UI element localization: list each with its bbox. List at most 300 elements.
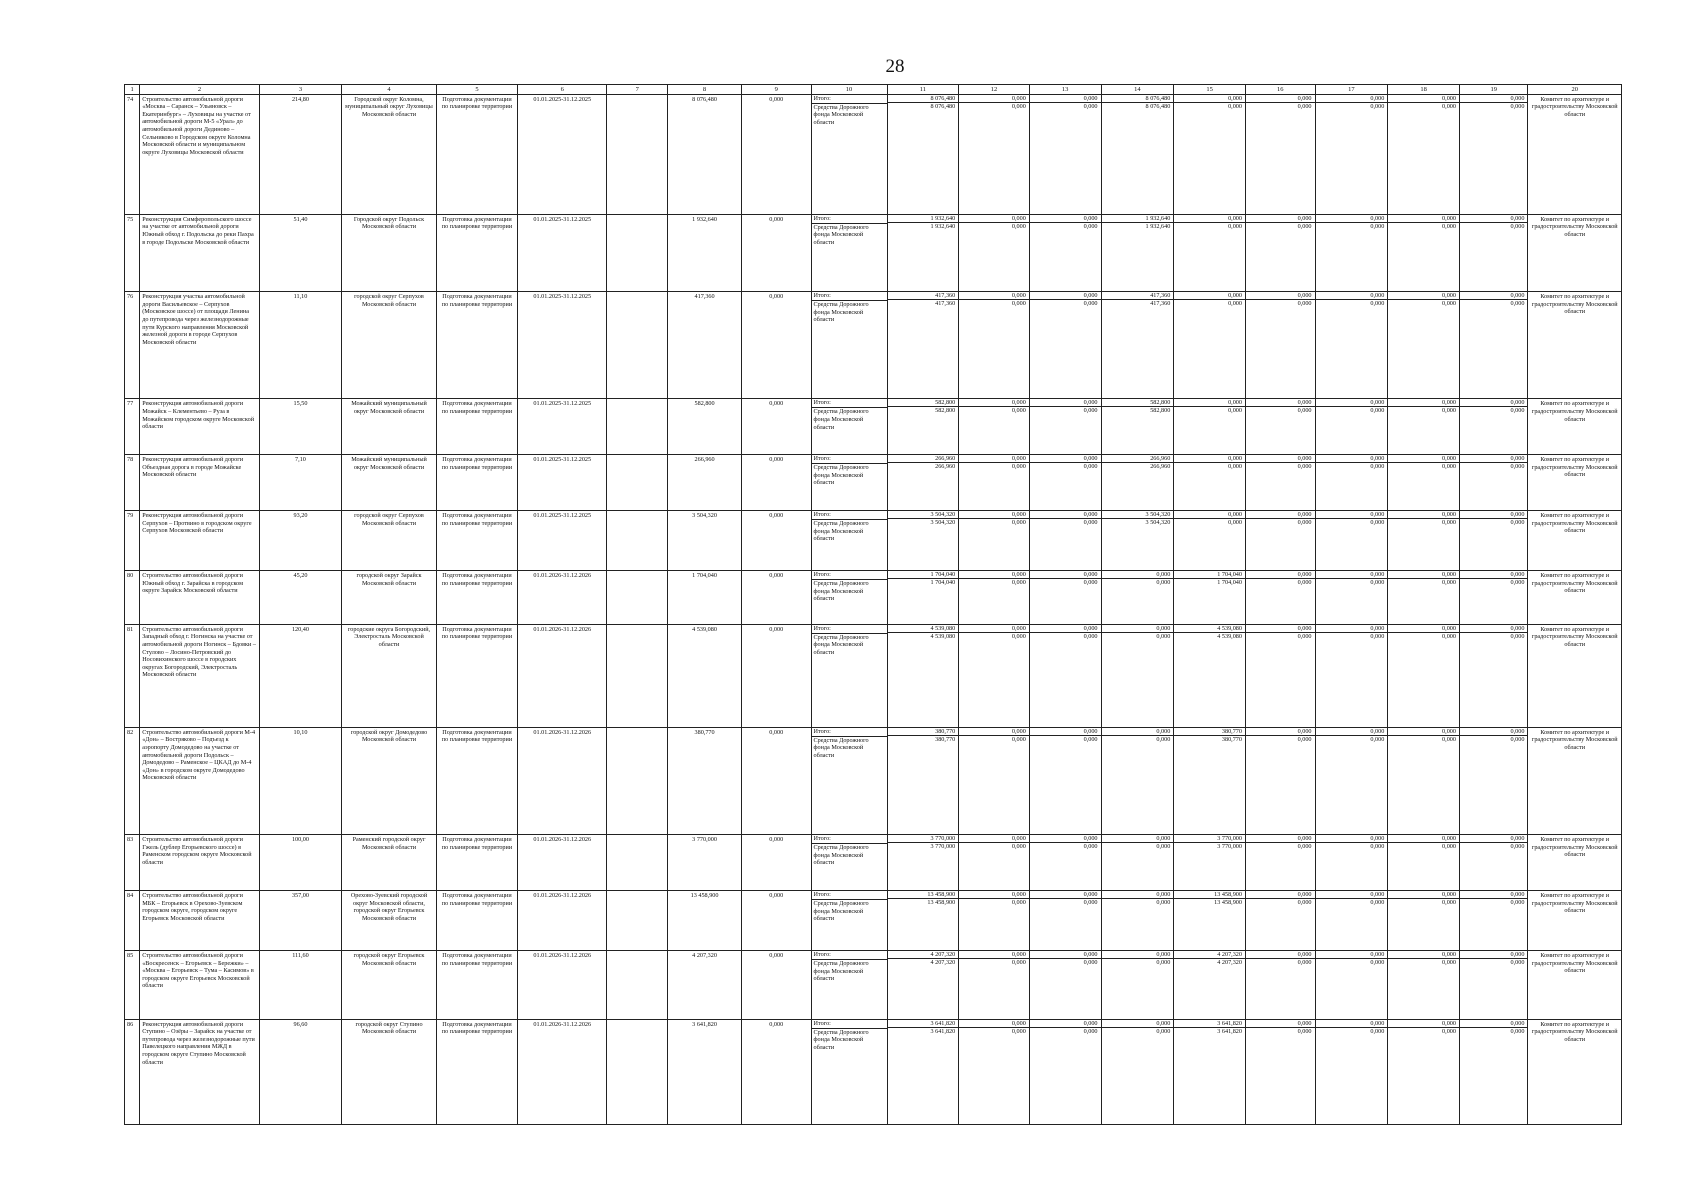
- period: 01.01.2025-31.12.2025: [518, 292, 607, 399]
- value-road-fund: 0,000: [1297, 519, 1312, 527]
- year-value-col-15: [1174, 511, 1246, 571]
- value-total: 0,000: [1388, 1020, 1459, 1028]
- year-value-col-13: [1029, 835, 1101, 891]
- funding-source: [811, 292, 887, 399]
- value-road-fund: 3 504,320: [930, 519, 956, 527]
- value-total: 0,000: [959, 571, 1029, 579]
- value-total: 417,360: [1102, 292, 1174, 300]
- year-value-col-13: [1029, 951, 1101, 1020]
- year-value-col-19: [1459, 94, 1527, 214]
- total-label: Итого:: [812, 891, 887, 900]
- year-value-col-16: [1245, 624, 1315, 727]
- value-road-fund: 0,000: [1510, 735, 1525, 743]
- location: Можайский муниципальный округ Московской области: [342, 399, 437, 455]
- year-value-col-15: [1174, 1019, 1246, 1124]
- year-value-col-19: [1459, 214, 1527, 291]
- value-road-fund: 0,000: [1156, 735, 1171, 743]
- year-value-col-11: [887, 951, 959, 1020]
- row-number: 82: [125, 727, 140, 834]
- works-type: Подготовка документации по планировке территории: [436, 571, 517, 625]
- year-value-col-14: [1101, 214, 1174, 291]
- executor: Комитет по архитектуре и градостроительству Московской области: [1528, 571, 1622, 625]
- value-road-fund: 0,000: [1297, 1027, 1312, 1035]
- source-label: Средства Дорожного фонда Московской области: [813, 408, 869, 431]
- source-label: Средства Дорожного фонда Московской области: [813, 520, 869, 543]
- value-road-fund: 417,360: [935, 300, 956, 308]
- value-road-fund: 0,000: [1510, 102, 1525, 110]
- period: 01.01.2026-31.12.2026: [518, 951, 607, 1020]
- column-7: [607, 214, 668, 291]
- year-value-col-19: [1459, 511, 1527, 571]
- year-value-col-19: [1459, 835, 1527, 891]
- total-label: Итого:: [812, 571, 887, 580]
- year-value-col-15: [1174, 890, 1246, 950]
- value-total: 0,000: [1246, 95, 1315, 103]
- column-7: [607, 835, 668, 891]
- year-value-col-15: [1174, 214, 1246, 291]
- value-total: 0,000: [1174, 455, 1245, 463]
- value-road-fund: 3 641,820: [1217, 1027, 1242, 1035]
- year-value-col-14: [1101, 890, 1174, 950]
- value-total: 0,000: [1316, 835, 1388, 843]
- row-number: 81: [125, 624, 140, 727]
- value-total: 0,000: [1246, 835, 1315, 843]
- column-number-7: 7: [607, 85, 668, 95]
- row-number: 77: [125, 399, 140, 455]
- row-number: 83: [125, 835, 140, 891]
- row-number: 78: [125, 455, 140, 511]
- length-value: 45,20: [259, 571, 342, 625]
- works-type: Подготовка документации по планировке территории: [436, 511, 517, 571]
- year-value-col-12: [959, 571, 1030, 625]
- funding-source: [811, 835, 887, 891]
- value-total: 0,000: [1174, 511, 1245, 519]
- year-value-col-14: [1101, 727, 1174, 834]
- value-total: 0,000: [1388, 399, 1459, 407]
- year-value-col-16: [1245, 1019, 1315, 1124]
- executor: Комитет по архитектуре и градостроительству Московской области: [1528, 1019, 1622, 1124]
- table-row: [125, 511, 1622, 571]
- year-value-col-18: [1388, 571, 1460, 625]
- location: городские округа Богородский, Электросталь Московской области: [342, 624, 437, 727]
- value-total: 3 641,820: [888, 1020, 959, 1028]
- value-road-fund: 0,000: [1370, 102, 1385, 110]
- total-label: Итого:: [812, 292, 887, 301]
- year-value-col-17: [1315, 571, 1388, 625]
- source-label: Средства Дорожного фонда Московской области: [813, 633, 869, 656]
- year-value-col-17: [1315, 511, 1388, 571]
- column-number-14: 14: [1101, 85, 1174, 95]
- column-7: [607, 571, 668, 625]
- source-label: Средства Дорожного фонда Московской области: [813, 844, 869, 867]
- value-total: 0,000: [1460, 511, 1527, 519]
- value-total: 0,000: [1174, 215, 1245, 223]
- year-value-col-13: [1029, 511, 1101, 571]
- value-total: 0,000: [1388, 728, 1459, 736]
- year-value-col-13: [1029, 94, 1101, 214]
- year-value-col-12: [959, 455, 1030, 511]
- source-label: Средства Дорожного фонда Московской области: [813, 223, 869, 247]
- value-total: 0,000: [1246, 728, 1315, 736]
- column-number-row: [125, 85, 1622, 95]
- value-road-fund: 0,000: [1083, 579, 1098, 587]
- year-value-col-11: [887, 214, 959, 291]
- year-value-col-13: [1029, 571, 1101, 625]
- year-value-col-14: [1101, 571, 1174, 625]
- year-value-col-13: [1029, 214, 1101, 291]
- year-value-col-13: [1029, 292, 1101, 399]
- value-total: 0,000: [1030, 292, 1101, 300]
- length-value: 10,10: [259, 727, 342, 834]
- column-9: 0,000: [741, 1019, 811, 1124]
- value-total: 0,000: [1102, 571, 1174, 579]
- year-value-col-17: [1315, 727, 1388, 834]
- column-number-18: 18: [1388, 85, 1460, 95]
- year-value-col-14: [1101, 511, 1174, 571]
- length-value: 11,10: [259, 292, 342, 399]
- funding-source: [811, 455, 887, 511]
- length-value: 120,40: [259, 624, 342, 727]
- value-total: 0,000: [1388, 215, 1459, 223]
- value-total: 0,000: [1030, 951, 1101, 959]
- value-road-fund: 0,000: [1297, 463, 1312, 471]
- value-total: 0,000: [1102, 625, 1174, 633]
- value-road-fund: 582,800: [935, 407, 956, 415]
- location: городской округ Серпухов Московской области: [342, 511, 437, 571]
- value-total: 0,000: [1316, 399, 1388, 407]
- value-road-fund: 417,360: [1150, 300, 1171, 308]
- year-value-col-19: [1459, 890, 1527, 950]
- object-name: Реконструкция участка автомобильной дороги Васильевское – Серпухов (Московское шоссе) от площади Ленина до путепровода через железнодорожные пути Курского направления Московской железной дороги в городе Серпухов Московской области: [140, 292, 259, 399]
- value-road-fund: 0,000: [1510, 1027, 1525, 1035]
- value-road-fund: 0,000: [1083, 102, 1098, 110]
- value-total: 0,000: [959, 1020, 1029, 1028]
- executor: Комитет по архитектуре и градостроительству Московской области: [1528, 292, 1622, 399]
- year-value-col-14: [1101, 835, 1174, 891]
- value-total: 0,000: [1174, 292, 1245, 300]
- column-9: 0,000: [741, 571, 811, 625]
- value-road-fund: 0,000: [1442, 407, 1456, 415]
- year-value-col-17: [1315, 94, 1388, 214]
- year-value-col-14: [1101, 292, 1174, 399]
- value-total: 4 207,320: [888, 951, 959, 959]
- value-total: 4 539,080: [1174, 625, 1245, 633]
- value-total: 0,000: [1316, 625, 1388, 633]
- value-road-fund: 0,000: [1083, 632, 1098, 640]
- length-value: 214,80: [259, 94, 342, 214]
- value-road-fund: 0,000: [1297, 632, 1312, 640]
- table-row: [125, 455, 1622, 511]
- value-total: 0,000: [1460, 95, 1527, 103]
- column-7: [607, 292, 668, 399]
- year-value-col-15: [1174, 292, 1246, 399]
- value-total: 582,800: [888, 399, 959, 407]
- value-road-fund: 0,000: [1442, 300, 1456, 308]
- value-road-fund: 0,000: [1156, 898, 1171, 906]
- object-name: Строительство автомобильной дороги «Москва – Саранск – Ульяновск – Екатеринбург» – Луховицы на участке от автомобильной дороги М-5 «Урал» до автомобильной дороги Дединово – Сельниково в Городском округе Коломна Московской области и муниципальном округе Луховицы Московской области: [140, 94, 259, 214]
- page-number: 28: [885, 56, 905, 77]
- value-road-fund: 8 076,480: [930, 102, 956, 110]
- value-road-fund: 0,000: [1297, 222, 1312, 230]
- object-name: Реконструкция автомобильной дороги Объездная дорога в городе Можайске Московской области: [140, 455, 259, 511]
- object-name: Строительство автомобильной дороги «Воскресенск – Егорьевск – Бережки» – «Москва – Егорьевск – Тума – Касимов» в городском округе Егорьевск Московской области: [140, 951, 259, 1020]
- value-total: 4 539,080: [888, 625, 959, 633]
- value-road-fund: 0,000: [1083, 407, 1098, 415]
- value-total: 0,000: [1316, 728, 1388, 736]
- column-number-3: 3: [259, 85, 342, 95]
- total-label: Итого:: [812, 1020, 887, 1029]
- value-total: 4 207,320: [1174, 951, 1245, 959]
- value-road-fund: 1 704,040: [1217, 579, 1242, 587]
- value-road-fund: 4 539,080: [930, 632, 956, 640]
- executor: Комитет по архитектуре и градостроительству Московской области: [1528, 94, 1622, 214]
- year-value-col-18: [1388, 835, 1460, 891]
- object-name: Строительство автомобильной дороги М-4 «Дон» – Востряково – Подъезд к аэропорту Домодедово на участке от автомобильной дороги Подольск – Домодедово – Раменское – ЦКАД до М-4 «Дон» в городском округе Домодедово Московской области: [140, 727, 259, 834]
- value-road-fund: 0,000: [1442, 579, 1456, 587]
- value-road-fund: 8 076,480: [1145, 102, 1171, 110]
- object-name: Строительство автомобильной дороги МБК – Егорьевск в Орехово-Зуевском городском округе, городском округе Егорьевск Московской области: [140, 890, 259, 950]
- object-name: Реконструкция автомобильной дороги Можайск – Клементьево – Руза в Можайском городском округе Московской области: [140, 399, 259, 455]
- value-total: 266,960: [888, 455, 959, 463]
- year-value-col-12: [959, 214, 1030, 291]
- value-road-fund: 0,000: [1510, 632, 1525, 640]
- total-cost: 582,800: [668, 399, 742, 455]
- total-cost: 13 458,900: [668, 890, 742, 950]
- value-total: 0,000: [1246, 1020, 1315, 1028]
- value-total: 0,000: [1030, 399, 1101, 407]
- value-total: 13 458,900: [1174, 891, 1245, 899]
- value-road-fund: 0,000: [1156, 1027, 1171, 1035]
- period: 01.01.2026-31.12.2026: [518, 1019, 607, 1124]
- length-value: 51,40: [259, 214, 342, 291]
- value-road-fund: 0,000: [1156, 843, 1171, 851]
- row-number: 75: [125, 214, 140, 291]
- year-value-col-19: [1459, 455, 1527, 511]
- value-road-fund: 0,000: [1442, 1027, 1456, 1035]
- value-total: 0,000: [1316, 511, 1388, 519]
- year-value-col-11: [887, 727, 959, 834]
- year-value-col-18: [1388, 455, 1460, 511]
- value-total: 0,000: [1246, 511, 1315, 519]
- works-type: Подготовка документации по планировке территории: [436, 94, 517, 214]
- value-road-fund: 0,000: [1228, 463, 1242, 471]
- column-number-4: 4: [342, 85, 437, 95]
- total-label: Итого:: [812, 215, 887, 224]
- value-total: 0,000: [1460, 1020, 1527, 1028]
- value-road-fund: 0,000: [1297, 300, 1312, 308]
- value-total: 0,000: [1460, 571, 1527, 579]
- column-number-8: 8: [668, 85, 742, 95]
- works-type: Подготовка документации по планировке территории: [436, 1019, 517, 1124]
- year-value-col-11: [887, 455, 959, 511]
- value-total: 0,000: [959, 511, 1029, 519]
- value-road-fund: 0,000: [1370, 579, 1385, 587]
- value-road-fund: 266,960: [935, 463, 956, 471]
- value-road-fund: 0,000: [1510, 463, 1525, 471]
- value-road-fund: 0,000: [1156, 632, 1171, 640]
- row-number: 74: [125, 94, 140, 214]
- row-number: 80: [125, 571, 140, 625]
- value-road-fund: 0,000: [1510, 222, 1525, 230]
- value-road-fund: 0,000: [1011, 579, 1026, 587]
- value-road-fund: 0,000: [1297, 898, 1312, 906]
- value-road-fund: 0,000: [1297, 579, 1312, 587]
- period: 01.01.2026-31.12.2026: [518, 835, 607, 891]
- value-total: 0,000: [1102, 1020, 1174, 1028]
- year-value-col-12: [959, 835, 1030, 891]
- value-total: 0,000: [959, 95, 1029, 103]
- value-road-fund: 1 704,040: [930, 579, 956, 587]
- value-total: 0,000: [1388, 625, 1459, 633]
- works-type: Подготовка документации по планировке территории: [436, 399, 517, 455]
- value-total: 0,000: [1388, 835, 1459, 843]
- value-total: 0,000: [1316, 571, 1388, 579]
- source-label: Средства Дорожного фонда Московской области: [813, 1028, 869, 1051]
- value-road-fund: 0,000: [1083, 959, 1098, 967]
- value-total: 0,000: [1460, 951, 1527, 959]
- value-total: 417,360: [888, 292, 959, 300]
- length-value: 357,00: [259, 890, 342, 950]
- value-road-fund: 0,000: [1510, 407, 1525, 415]
- value-total: 0,000: [1102, 951, 1174, 959]
- column-9: 0,000: [741, 951, 811, 1020]
- value-total: 0,000: [1246, 951, 1315, 959]
- value-road-fund: 0,000: [1370, 463, 1385, 471]
- value-total: 0,000: [1460, 835, 1527, 843]
- value-total: 0,000: [1246, 625, 1315, 633]
- column-7: [607, 890, 668, 950]
- location: Можайский муниципальный округ Московской области: [342, 455, 437, 511]
- year-value-col-12: [959, 399, 1030, 455]
- column-number-19: 19: [1459, 85, 1527, 95]
- value-total: 266,960: [1102, 455, 1174, 463]
- value-road-fund: 0,000: [1011, 959, 1026, 967]
- executor: Комитет по архитектуре и градостроительству Московской области: [1528, 727, 1622, 834]
- value-road-fund: 582,800: [1150, 407, 1171, 415]
- value-total: 0,000: [1030, 625, 1101, 633]
- table-row: [125, 292, 1622, 399]
- value-road-fund: 0,000: [1083, 300, 1098, 308]
- value-total: 1 932,640: [888, 215, 959, 223]
- source-label: Средства Дорожного фонда Московской области: [813, 301, 869, 324]
- value-total: 0,000: [1246, 292, 1315, 300]
- value-road-fund: 0,000: [1228, 102, 1242, 110]
- value-road-fund: 0,000: [1011, 300, 1026, 308]
- value-road-fund: 3 641,820: [930, 1027, 956, 1035]
- value-road-fund: 0,000: [1083, 519, 1098, 527]
- source-label: Средства Дорожного фонда Московской области: [813, 464, 869, 487]
- table-row: [125, 727, 1622, 834]
- year-value-col-15: [1174, 399, 1246, 455]
- value-total: 1 704,040: [1174, 571, 1245, 579]
- year-value-col-18: [1388, 94, 1460, 214]
- value-total: 0,000: [1460, 399, 1527, 407]
- value-total: 0,000: [1246, 571, 1315, 579]
- value-road-fund: 0,000: [1011, 519, 1026, 527]
- year-value-col-14: [1101, 399, 1174, 455]
- value-road-fund: 4 207,320: [930, 959, 956, 967]
- value-total: 0,000: [959, 835, 1029, 843]
- column-number-1: 1: [125, 85, 140, 95]
- year-value-col-15: [1174, 727, 1246, 834]
- table-row: [125, 835, 1622, 891]
- year-value-col-12: [959, 511, 1030, 571]
- location: городской округ Ступино Московской области: [342, 1019, 437, 1124]
- total-cost: 3 641,820: [668, 1019, 742, 1124]
- length-value: 100,00: [259, 835, 342, 891]
- source-label: Средства Дорожного фонда Московской области: [813, 899, 869, 923]
- location: Орехово-Зуевский городской округ Московской области, городской округ Егорьевск Московской области: [342, 890, 437, 950]
- location: Городской округ Коломна, муниципальный округ Луховицы Московской области: [342, 94, 437, 214]
- value-total: 0,000: [1388, 292, 1459, 300]
- value-road-fund: 0,000: [1442, 632, 1456, 640]
- total-cost: 4 207,320: [668, 951, 742, 1020]
- value-total: 0,000: [1388, 891, 1459, 899]
- value-total: 0,000: [1174, 399, 1245, 407]
- total-cost: 1 704,040: [668, 571, 742, 625]
- works-type: Подготовка документации по планировке территории: [436, 624, 517, 727]
- value-road-fund: 0,000: [1011, 632, 1026, 640]
- funding-source: [811, 94, 887, 214]
- value-total: 3 504,320: [888, 511, 959, 519]
- length-value: 93,20: [259, 511, 342, 571]
- value-road-fund: 0,000: [1083, 463, 1098, 471]
- value-total: 0,000: [1316, 891, 1388, 899]
- year-value-col-18: [1388, 727, 1460, 834]
- year-value-col-18: [1388, 624, 1460, 727]
- value-total: 0,000: [959, 215, 1029, 223]
- table-row: [125, 951, 1622, 1020]
- length-value: 15,50: [259, 399, 342, 455]
- period: 01.01.2025-31.12.2025: [518, 455, 607, 511]
- length-value: 111,60: [259, 951, 342, 1020]
- works-type: Подготовка документации по планировке территории: [436, 951, 517, 1020]
- year-value-col-11: [887, 835, 959, 891]
- value-road-fund: 0,000: [1011, 102, 1026, 110]
- value-total: 0,000: [1174, 95, 1245, 103]
- length-value: 7,10: [259, 455, 342, 511]
- column-number-12: 12: [959, 85, 1030, 95]
- year-value-col-12: [959, 951, 1030, 1020]
- value-road-fund: 0,000: [1510, 300, 1525, 308]
- total-label: Итого:: [812, 835, 887, 844]
- column-number-2: 2: [140, 85, 259, 95]
- value-total: 0,000: [959, 455, 1029, 463]
- location: Городской округ Подольск Московской области: [342, 214, 437, 291]
- location: городской округ Егорьевск Московской области: [342, 951, 437, 1020]
- column-number-5: 5: [436, 85, 517, 95]
- works-type: Подготовка документации по планировке территории: [436, 214, 517, 291]
- total-cost: 4 539,080: [668, 624, 742, 727]
- year-value-col-16: [1245, 835, 1315, 891]
- period: 01.01.2025-31.12.2025: [518, 214, 607, 291]
- value-total: 3 504,320: [1102, 511, 1174, 519]
- value-road-fund: 0,000: [1442, 102, 1456, 110]
- value-road-fund: 4 207,320: [1217, 959, 1242, 967]
- executor: Комитет по архитектуре и градостроительству Московской области: [1528, 455, 1622, 511]
- year-value-col-15: [1174, 455, 1246, 511]
- value-total: 0,000: [959, 891, 1029, 899]
- value-road-fund: 0,000: [1370, 898, 1385, 906]
- executor: Комитет по архитектуре и градостроительству Московской области: [1528, 511, 1622, 571]
- value-total: 3 641,820: [1174, 1020, 1245, 1028]
- value-road-fund: 0,000: [1011, 898, 1026, 906]
- total-cost: 1 932,640: [668, 214, 742, 291]
- total-cost: 266,960: [668, 455, 742, 511]
- column-7: [607, 455, 668, 511]
- year-value-col-17: [1315, 1019, 1388, 1124]
- executor: Комитет по архитектуре и градостроительству Московской области: [1528, 624, 1622, 727]
